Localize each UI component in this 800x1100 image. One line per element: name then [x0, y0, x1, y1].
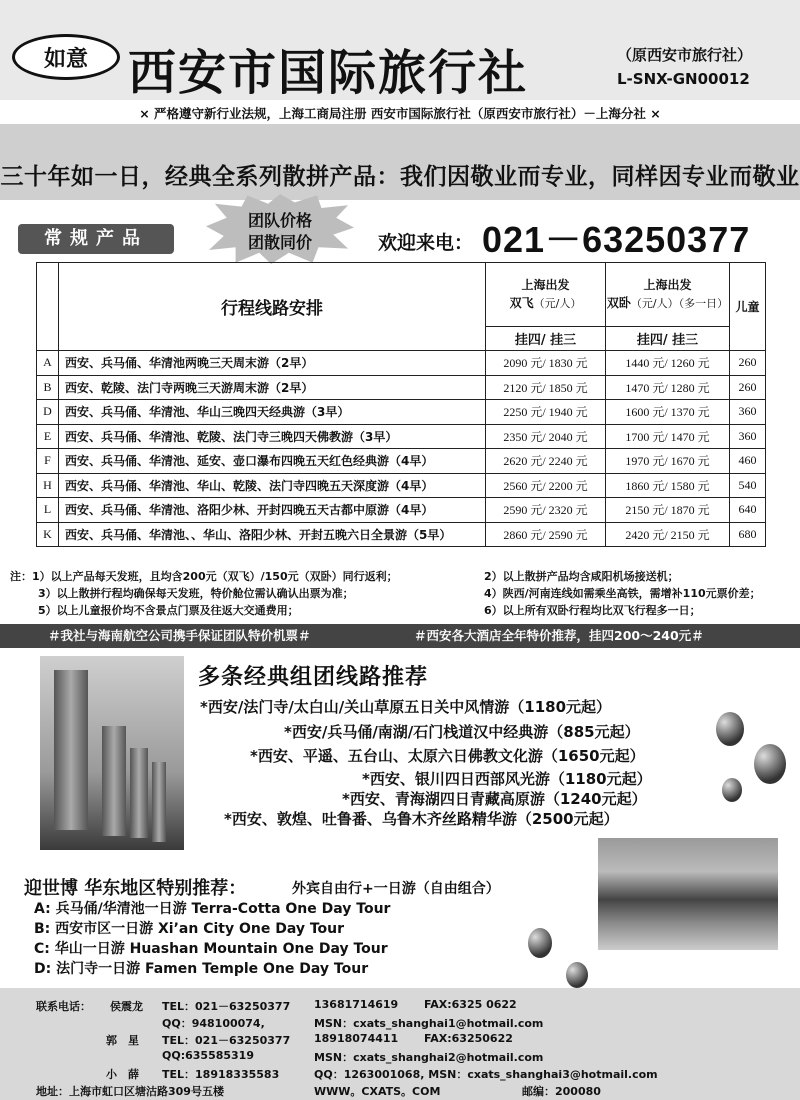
expo-title: 迎世博 华东地区特别推荐：: [24, 878, 247, 899]
route-code: D: [37, 400, 59, 425]
day-tour-item: C: 华山一日游 Huashan Mountain One Day Tour: [34, 941, 388, 957]
flight-price: 2590 元/ 2320 元: [486, 498, 606, 523]
balloon-decoration: [528, 928, 552, 958]
flight-price: 2560 元/ 2200 元: [486, 473, 606, 498]
price-table: [36, 262, 766, 547]
route-name: 西安、兵马俑、华清池两晚三天周末游（2早）: [59, 351, 486, 376]
note-1: 注：1）以上产品每天发班，且均含200元（双飞）/150元（双卧）同行返利；: [10, 570, 398, 583]
contact-tel: TEL：021－63250377: [162, 1034, 291, 1047]
flight-price: 2350 元/ 2040 元: [486, 424, 606, 449]
notice-bar: [0, 624, 800, 648]
route-code: A: [37, 351, 59, 376]
route-name: 西安、兵马俑、华清池、华山、乾陵、法门寺四晚五天深度游（4早）: [59, 473, 486, 498]
note-6: 6）以上所有双卧行程均比双飞行程多一日；: [484, 604, 701, 617]
route-name: 西安、兵马俑、华清池、、华山、洛阳少林、开封五晚六日全景游（5早）: [59, 522, 486, 547]
flight-price: 2860 元/ 2590 元: [486, 522, 606, 547]
route-name: 西安、兵马俑、华清池、乾陵、法门寺三晚四天佛教游（3早）: [59, 424, 486, 449]
train-price: 1700 元/ 1470 元: [606, 424, 730, 449]
code-header-cell: [37, 263, 59, 351]
contact-mobile: 18918074411: [314, 1032, 399, 1045]
note-5: 5）以上儿童报价均不含景点门票及往返大交通费用；: [38, 604, 299, 617]
company-logo: [12, 34, 120, 80]
day-tour-item: D: 法门寺一日游 Famen Temple One Day Tour: [34, 961, 369, 977]
child-price: 640: [730, 498, 766, 523]
original-name: （原西安市旅行社）: [617, 46, 753, 64]
burst-line-2: 团散同价: [247, 233, 312, 252]
flight-price: 2620 元/ 2240 元: [486, 449, 606, 474]
route-code: K: [37, 522, 59, 547]
child-price: 540: [730, 473, 766, 498]
route-code: F: [37, 449, 59, 474]
fly-header-2: 双飞: [509, 296, 534, 311]
contact-mobile: 13681714619: [314, 998, 399, 1011]
balloon-decoration: [722, 778, 742, 802]
contact-msn: MSN：cxats_shanghai1@hotmail.com: [314, 1017, 544, 1030]
route-code: B: [37, 375, 59, 400]
regular-products-tag: 常规产品: [18, 224, 174, 254]
recommend-item: *西安/法门寺/太白山/关山草原五日关中风情游（1180元起）: [200, 698, 612, 716]
fly-header-unit: （元/人）: [533, 297, 582, 311]
child-price: 260: [730, 375, 766, 400]
expo-subtitle: 外宾自由行+一日游（自由组合）: [292, 881, 500, 897]
child-header: 儿童: [730, 263, 766, 351]
balloon-decoration: [566, 962, 588, 988]
contact-fax: FAX:63250622: [424, 1032, 513, 1045]
flight-price: 2120 元/ 1850 元: [486, 375, 606, 400]
route-row: [37, 473, 766, 498]
website[interactable]: WWW。CXATS。COM: [314, 1085, 441, 1098]
contact-name: 侯震龙: [110, 1000, 143, 1013]
pillars-photo: [40, 656, 184, 850]
hotline-number: 021－63250377: [482, 219, 751, 260]
header: [0, 0, 800, 100]
train-header-1: 上海出发: [643, 278, 692, 293]
contact-tel: TEL：021－63250377: [162, 1000, 291, 1013]
contact-qq: QQ：948100074,: [162, 1017, 265, 1030]
fly-header: [486, 263, 606, 327]
contact-tel: TEL：18918335583: [162, 1068, 280, 1081]
fly-subheader: 挂四/ 挂三: [486, 327, 606, 351]
contact-msn: MSN：cxats_shanghai2@hotmail.com: [314, 1051, 544, 1064]
day-tour-item: A: 兵马俑/华清池一日游 Terra-Cotta One Day Tour: [34, 901, 391, 917]
child-price: 680: [730, 522, 766, 547]
route-row: [37, 351, 766, 376]
route-code: E: [37, 424, 59, 449]
flight-price: 2090 元/ 1830 元: [486, 351, 606, 376]
balloon-decoration: [716, 712, 744, 746]
recommend-item: *西安、平遥、五台山、太原六日佛教文化游（1650元起）: [250, 747, 645, 765]
train-price: 1470 元/ 1280 元: [606, 375, 730, 400]
route-name: 西安、乾陵、法门寺两晚三天游周末游（2早）: [59, 375, 486, 400]
notice-airline: ＃我社与海南航空公司携手保证团队特价机票＃: [48, 628, 311, 643]
child-price: 360: [730, 424, 766, 449]
contact-label: 联系电话：: [36, 1000, 91, 1013]
logo-text: 如意: [43, 46, 88, 72]
route-row: [37, 498, 766, 523]
route-row: [37, 400, 766, 425]
route-header: 行程线路安排: [59, 263, 486, 351]
route-code: H: [37, 473, 59, 498]
postcode: 邮编：200080: [522, 1085, 601, 1098]
train-price: 1860 元/ 1580 元: [606, 473, 730, 498]
recommend-item: *西安、敦煌、吐鲁番、乌鲁木齐丝路精华游（2500元起）: [224, 810, 619, 828]
registration-line: × 严格遵守新行业法规，上海工商局注册 西安市国际旅行社（原西安市旅行社）－上海分社 ×: [139, 106, 661, 121]
route-name: 西安、兵马俑、华清池、延安、壶口瀑布四晚五天红色经典游（4早）: [59, 449, 486, 474]
train-subheader: 挂四/ 挂三: [606, 327, 730, 351]
recommend-title: 多条经典组团线路推荐: [198, 665, 429, 690]
note-3: 3）以上散拼行程均确保每天发班，特价舱位需认确认出票为准；: [38, 587, 354, 600]
train-price: 1600 元/ 1370 元: [606, 400, 730, 425]
route-row: [37, 522, 766, 547]
contact-qq: QQ:635585319: [162, 1049, 254, 1062]
burst-line-1: 团队价格: [247, 211, 312, 230]
address: 地址：上海市虹口区塘沽路309号五楼: [36, 1085, 224, 1098]
contact-name: 郭 星: [106, 1034, 139, 1047]
contact-footer: [0, 988, 800, 1100]
train-price: 2150 元/ 1870 元: [606, 498, 730, 523]
route-name: 西安、兵马俑、华清池、华山三晚四天经典游（3早）: [59, 400, 486, 425]
contact-fax: FAX:6325 0622: [424, 998, 517, 1011]
license-number: L-SNX-GN00012: [617, 70, 750, 88]
route-row: [37, 449, 766, 474]
note-4: 4）陕西/河南连线如需乘坐高铁，需增补110元票价差；: [484, 587, 761, 600]
slogan: 三十年如一日，经典全系列散拼产品：我们因敬业而专业，同样因专业而敬业: [0, 164, 800, 190]
route-row: [37, 424, 766, 449]
child-price: 360: [730, 400, 766, 425]
flight-price: 2250 元/ 1940 元: [486, 400, 606, 425]
train-price: 1970 元/ 1670 元: [606, 449, 730, 474]
train-header: [606, 263, 730, 327]
river-photo: [598, 838, 778, 950]
train-price: 2420 元/ 2150 元: [606, 522, 730, 547]
company-title: 西安市国际旅行社: [128, 45, 529, 101]
contact-name: 小 薛: [106, 1068, 139, 1081]
recommend-item: *西安、银川四日西部风光游（1180元起）: [362, 770, 652, 788]
child-price: 260: [730, 351, 766, 376]
train-header-2: 双卧: [606, 296, 631, 311]
child-price: 460: [730, 449, 766, 474]
recommend-item: *西安/兵马俑/南湖/石门栈道汉中经典游（885元起）: [284, 723, 640, 741]
contact-qq-msn: QQ：1263001068, MSN：cxats_shanghai3@hotmail.com: [314, 1068, 658, 1081]
fly-header-1: 上海出发: [521, 278, 570, 293]
route-row: [37, 375, 766, 400]
train-header-unit: （元/人）（多一日）: [630, 297, 729, 311]
hotline-label: 欢迎来电：: [378, 232, 474, 254]
notice-hotel: ＃西安各大酒店全年特价推荐，挂四200～240元＃: [414, 628, 704, 643]
route-code: L: [37, 498, 59, 523]
recommend-item: *西安、青海湖四日青藏高原游（1240元起）: [342, 790, 647, 808]
balloon-decoration: [754, 744, 786, 784]
note-2: 2）以上散拼产品均含咸阳机场接送机；: [484, 570, 679, 583]
day-tour-item: B: 西安市区一日游 Xi’an City One Day Tour: [34, 921, 345, 937]
route-name: 西安、兵马俑、华清池、洛阳少林、开封四晚五天古都中原游（4早）: [59, 498, 486, 523]
train-price: 1440 元/ 1260 元: [606, 351, 730, 376]
